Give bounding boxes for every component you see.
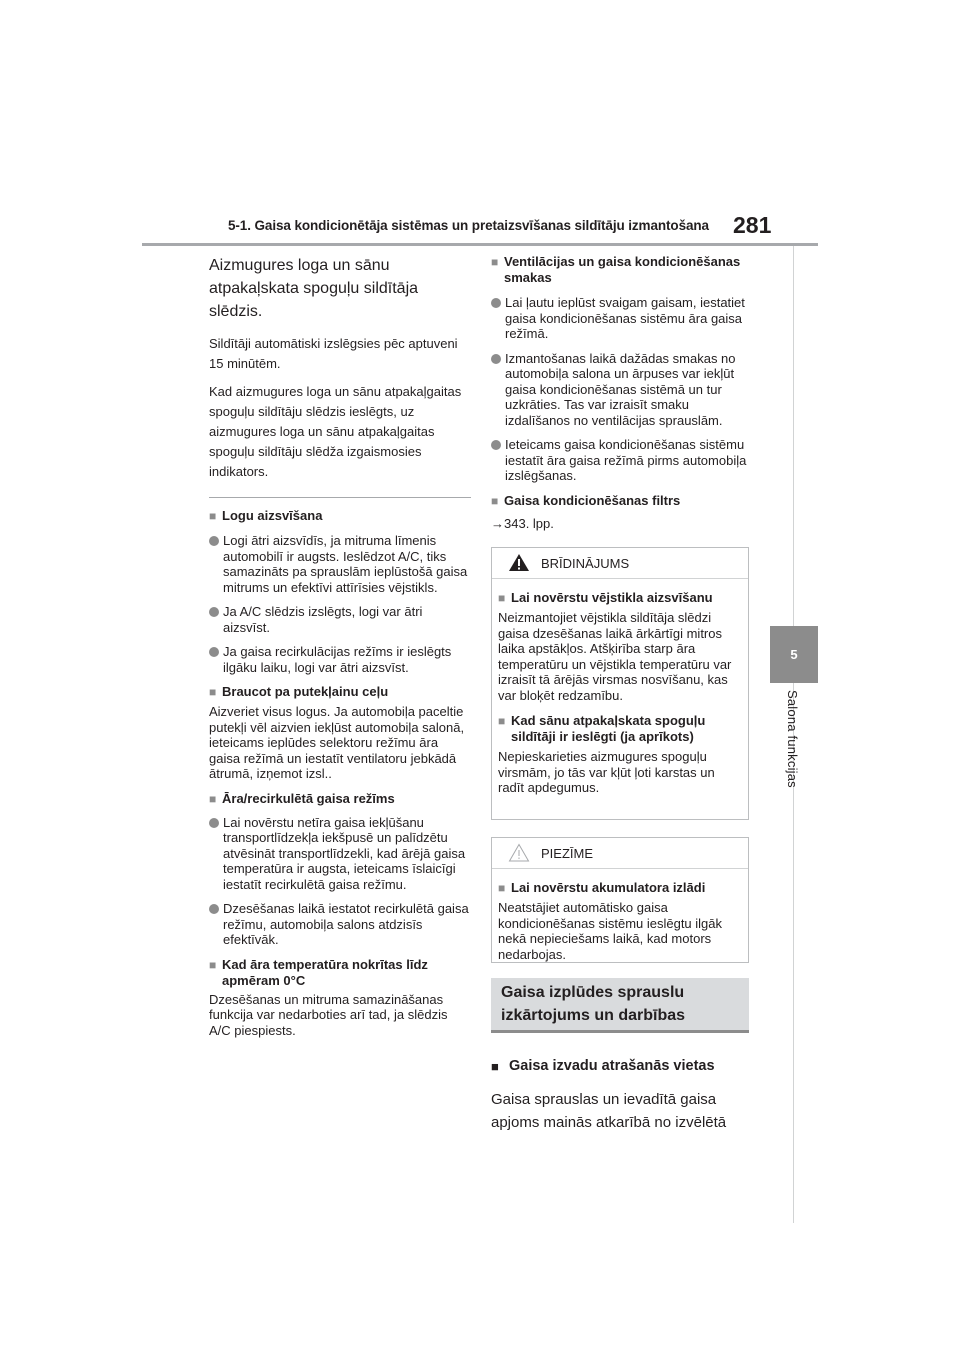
- note-label: PIEZĪME: [541, 846, 594, 861]
- section-heading: ■ Ventilācijas un gaisa kondicionēšanas smakas: [491, 254, 741, 285]
- section-heading: ■ Gaisa izvadu atrašanās vietas: [491, 1057, 715, 1074]
- note-box: [491, 837, 749, 963]
- warning-heading: ■ Lai novērstu vējstikla aizsvīšanu: [498, 590, 713, 605]
- warning-header: [492, 548, 748, 579]
- square-bullet-icon: ■: [209, 509, 217, 523]
- chapter-tab: 5: [770, 626, 818, 683]
- right-column: [491, 254, 751, 531]
- section-heading: ■ Braucot pa putekļainu ceļu: [209, 684, 389, 699]
- list-item: Izmantošanas laikā dažādas smakas no automobiļa salona un ārpuses var iekļūt gaisa kondicionēšanas sistēmā un tur uzkrāties. Tas var izraisīt smaku izdalīšanos no ventilācijas sprauslām.: [491, 351, 751, 429]
- square-bullet-icon: ■: [491, 1058, 499, 1074]
- chapter-label: Salona funkcijas: [785, 690, 800, 788]
- circle-bullet-icon: [491, 437, 505, 450]
- page-number: 281: [733, 212, 772, 238]
- caution-outline-icon: [508, 843, 530, 862]
- note-header: [492, 838, 748, 869]
- square-bullet-icon: ■: [498, 714, 506, 728]
- warning-box: [491, 547, 749, 820]
- list-item: Dzesēšanas laikā iestatot recirkulētā gaisa režīmu, automobiļa salons atdzisīs efektīvāk.: [209, 901, 471, 948]
- circle-bullet-icon: [209, 533, 223, 546]
- circle-bullet-icon: [209, 644, 223, 657]
- paragraph: Aizveriet visus logus. Ja automobiļa paceltie putekļi vēl aizvien iekļūst automobiļa salonā, ieteicams ieplūdes selektoru režīmu āra gaisa režīmā un iestatīt ventilatoru jebkādā ātrumā, izņemot izsl..: [209, 704, 465, 781]
- list-item: Logi ātri aizsvīdīs, ja mitruma līmenis automobilī ir augsts. Ieslēdzot A/C, tiks samazināts pa sprauslām ieplūstošā gaisa mitrums un efektīvi attīrīsies vējstikls.: [209, 533, 471, 595]
- circle-bullet-icon: [209, 815, 223, 828]
- list-item: Lai ļautu ieplūst svaigam gaisam, iestatiet gaisa kondicionēšanas sistēmu āra gaisa režīmā.: [491, 295, 751, 342]
- circle-bullet-icon: [491, 351, 505, 364]
- divider: [209, 497, 471, 498]
- list-item: Ja A/C slēdzis izslēgts, logi var ātri aizsvīst.: [209, 604, 471, 635]
- square-bullet-icon: ■: [209, 791, 217, 806]
- square-bullet-icon: ■: [498, 881, 506, 895]
- warning-text: Nepieskarieties aizmugures spoguļu virsmām, jo tās var kļūt ļoti karstas un radīt apdegumus.: [498, 749, 715, 795]
- warning-label: BRĪDINĀJUMS: [541, 556, 630, 571]
- circle-bullet-icon: [209, 604, 223, 617]
- section-banner: Gaisa izplūdes sprauslu izkārtojums un darbības: [491, 978, 749, 1033]
- list-item: Ja gaisa recirkulācijas režīms ir ieslēgts ilgāku laiku, logi var ātri aizsvīst.: [209, 644, 471, 675]
- warning-text: Neizmantojiet vējstikla sildītāja slēdzi gaisa dzesēšanas laikā ārkārtīgi mitros laika apstākļos. Atšķirība starp āra temperatūru un vējstikla temperatūru var izraisīt tā ārējās virsmas nosvīšanu, kas var bloķēt redzamību.: [498, 610, 732, 703]
- square-bullet-icon: ■: [491, 493, 499, 508]
- section-heading: ■ Āra/recirkulētā gaisa režīms: [209, 790, 395, 806]
- circle-bullet-icon: [491, 295, 505, 308]
- section-heading: ■ Logu aizsvīšana: [209, 508, 323, 523]
- section-heading: ■ Kad āra temperatūra nokrītas līdz apmēram 0°C: [209, 956, 428, 988]
- left-column: [209, 254, 471, 1038]
- header-rule: [142, 243, 818, 246]
- lead-text: Aizmugures loga un sānu atpakaļskata spoguļu sildītāja slēdzis.: [209, 257, 419, 320]
- warning-icon: [508, 553, 530, 572]
- list-item: Lai novērstu netīra gaisa iekļūšanu transportlīdzekļa iekšpusē un palīdzētu atvēsināt transportlīdzekli, kad ārējā gaisa temperatūra ir augsta, ieteicams īslaicīgi iestatīt recirkulētā gaisa režīmu.: [209, 815, 471, 893]
- warning-heading: ■ Kad sānu atpakaļskata spoguļu sildītāji ir ieslēgti (ja aprīkots): [498, 713, 706, 744]
- square-bullet-icon: ■: [491, 255, 499, 269]
- page-reference: →343. lpp.: [491, 515, 554, 531]
- section-heading: ■ Gaisa kondicionēšanas filtrs: [491, 492, 681, 508]
- running-header: 5-1. Gaisa kondicionētāja sistēmas un pretaizsvīšanas sildītāju izmantošana: [228, 218, 709, 233]
- paragraph: Gaisa sprauslas un ievadītā gaisa apjoms mainās atkarībā no izvēlētā: [491, 1091, 727, 1131]
- circle-bullet-icon: [209, 901, 223, 914]
- paragraph: Kad aizmugures loga un sānu atpakaļgaitas spoguļu sildītāju slēdzis ieslēgts, uz aizmugures loga un sānu atpakaļgaitas spoguļu sildītāju slēdža izgaismosies indikators.: [209, 384, 462, 479]
- square-bullet-icon: ■: [209, 685, 217, 699]
- paragraph: Sildītāji automātiski izslēgsies pēc aptuveni 15 minūtēm.: [209, 336, 458, 371]
- side-rule-top: [793, 246, 794, 626]
- list-item: Ieteicams gaisa kondicionēšanas sistēmu iestatīt āra gaisa režīmā pirms automobiļa izslēgšanas.: [491, 437, 751, 484]
- bottom-right-text: [491, 1043, 753, 1134]
- note-heading: ■ Lai novērstu akumulatora izlādi: [498, 880, 706, 895]
- square-bullet-icon: ■: [209, 957, 217, 972]
- square-bullet-icon: ■: [498, 591, 506, 605]
- paragraph: Dzesēšanas un mitruma samazināšanas funkcija var nedarboties arī tad, ja slēdzis A/C piespiests.: [209, 991, 448, 1038]
- note-text: Neatstājiet automātisko gaisa kondicionēšanas sistēmu ieslēgtu ilgāk nekā nepieciešams laikā, kad motors nedarbojas.: [498, 900, 723, 962]
